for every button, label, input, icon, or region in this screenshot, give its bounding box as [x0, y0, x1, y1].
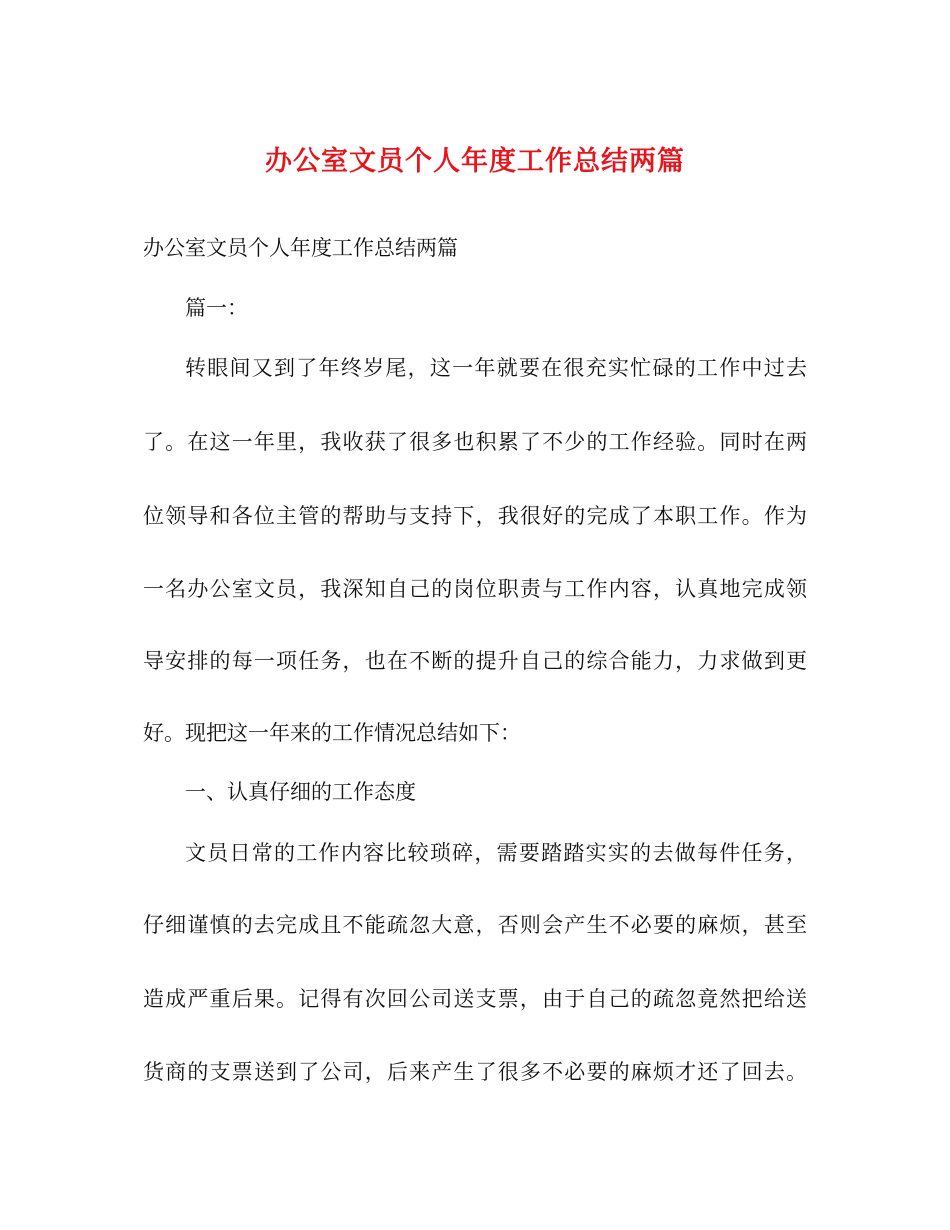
paragraph-line: 转眼间又到了年终岁尾，这一年就要在很充实忙碌的工作中过去: [185, 356, 807, 380]
paragraph-line: 导安排的每一项任务，也在不断的提升自己的综合能力，力求做到更: [143, 649, 807, 673]
paragraph-line: 货商的支票送到了公司，后来产生了很多不必要的麻烦才还了回去。: [143, 1060, 807, 1084]
document-title: 办公室文员个人年度工作总结两篇: [265, 146, 685, 177]
paragraph-line: 了。在这一年里，我收获了很多也积累了不少的工作经验。同时在两: [143, 430, 807, 454]
paragraph-line: 好。现把这一年来的工作情况总结如下：: [143, 721, 521, 745]
section-heading: 一、认真仔细的工作态度: [185, 780, 416, 804]
subtitle-line: 办公室文员个人年度工作总结两篇: [143, 236, 458, 260]
section-label: 篇一：: [185, 296, 248, 320]
paragraph-line: 位领导和各位主管的帮助与支持下，我很好的完成了本职工作。作为: [143, 504, 807, 528]
paragraph-line: 造成严重后果。记得有次回公司送支票，由于自己的疏忽竟然把给送: [143, 987, 807, 1011]
paragraph-line: 一名办公室文员，我深知自己的岗位职责与工作内容，认真地完成领: [143, 577, 807, 601]
paragraph-line: 文员日常的工作内容比较琐碎，需要踏踏实实的去做每件任务，: [185, 841, 807, 865]
paragraph-line: 仔细谨慎的去完成且不能疏忽大意，否则会产生不必要的麻烦，甚至: [143, 913, 807, 937]
